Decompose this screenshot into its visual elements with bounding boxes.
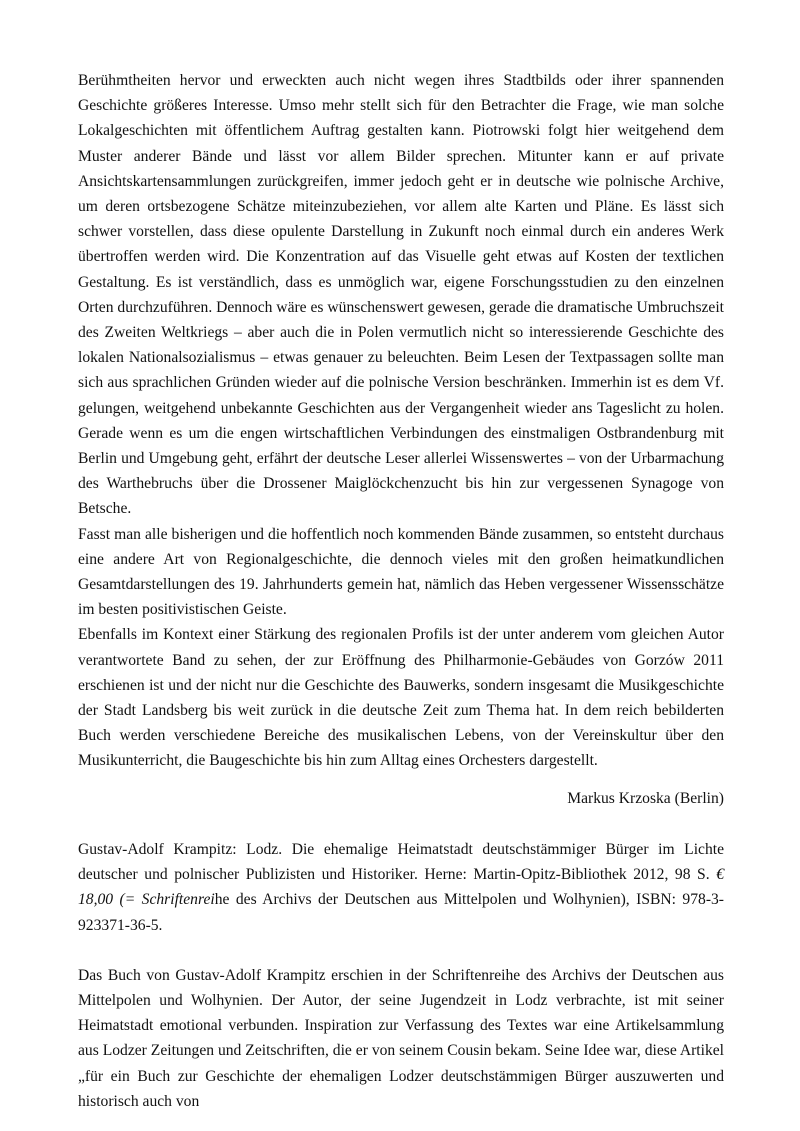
reviewer-signature: Markus Krzoska (Berlin) [567, 789, 724, 807]
review-2-paragraph-1: Das Buch von Gustav-Adolf Krampitz erschien in der Schriftenreihe des Archivs der Deutschen aus Mittelpolen und Wolhynien. Der Autor, der seine Jugendzeit in Lodz verbrachte, ist mit seiner Heimatstadt emotional verbunden. Inspiration zur Verfassung des Textes war eine Artikelsammlung aus Lodzer Zeitungen und Zeitschriften, die er von seinem Cousin bekam. Seine Idee war, diese Artikel „für ein Buch zur Geschichte der ehemaligen Lodzer deutschstämmigen Bürger auszuwerten und historisch auch von [78, 966, 724, 1110]
citation-series-text: he des Archivs der Deutschen aus Mittelpolen und Wolhynien), ISBN: 978-3-923371-36-5. [78, 891, 725, 934]
citation-text: Gustav-Adolf Krampitz: Lodz. Die ehemalige Heimatstadt deutschstämmiger Bürger im Lichte deutscher und polnischer Publizisten und Historiker. Herne: Martin-Opitz-Bibliothek 2012, 98 S. [78, 840, 724, 884]
section-spacer [78, 811, 724, 837]
review-paragraph-2: Fasst man alle bisherigen und die hoffentlich noch kommenden Bände zusammen, so entsteht durchaus eine andere Art von Regionalgeschichte, die dennoch vieles mit den großen heimatkundlichen Gesamtdarstellungen des 19. Jahrhunderts gemein hat, nämlich das Heben vergessener Wissensschätze im besten positivistischen Geiste. [78, 525, 724, 619]
review-paragraph-3: Ebenfalls im Kontext einer Stärkung des regionalen Profils ist der unter anderem vom gleichen Autor verantwortete Band zu sehen, der zur Eröffnung des Philharmonie-Gebäudes von Gorzów 2011 erschienen ist und der nicht nur die Geschichte des Bauwerks, sondern insgesamt die Musikgeschichte der Stadt Landsberg bis weit zurück in die deutsche Zeit zum Thema hat. In dem reich bebilderten Buch werden verschiedene Bereiche des musikalischen Lebens, von der Vereinskultur über den Musikunterricht, die Baugeschichte bis hin zum Alltag eines Orchesters dargestellt. [78, 626, 724, 770]
document-page [78, 68, 724, 1114]
book-citation [78, 837, 724, 938]
review-paragraph-1: Berühmtheiten hervor und erweckten auch nicht wegen ihres Stadtbilds oder ihrer spannenden Geschichte größeres Interesse. Umso mehr stellt sich für den Betrachter die Frage, wie man solche Lokalgeschichten mit öffentlichem Auftrag gestalten kann. Piotrowski folgt hier weitgehend dem Muster anderer Bände und lässt vor allem Bilder sprechen. Mitunter kann er auf private Ansichtskartensammlungen zurückgreifen, immer jedoch geht er in deutsche wie polnische Archive, um deren ortsbezogene Schätze miteinzubeziehen, vor allem alte Karten und Pläne. Es lässt sich schwer vorstellen, dass diese opulente Darstellung in Zukunft noch einmal durch ein anderes Werk übertroffen werden wird. Die Konzentration auf das Visuelle geht etwas auf Kosten der textlichen Gestaltung. Es ist verständlich, dass es unmöglich war, eigene Forschungsstudien zu den einzelnen Orten durchzuführen. Dennoch wäre es wünschenswert gewesen, gerade die dramatische Umbruchszeit des Zweiten Weltkriegs – aber auch die in Polen vermutlich nicht so interessierende Geschichte des lokalen Nationalsozialismus – etwas genauer zu beleuchten. Beim Lesen der Textpassagen sollte man sich aus sprachlichen Gründen wieder auf die polnische Version beschränken. Immerhin ist es dem Vf. gelungen, weitgehend unbekannte Geschichten aus der Vergangenheit wieder ans Tageslicht zu holen. Gerade wenn es um die engen wirtschaftlichen Verbindungen des einstmaligen Ostbrandenburg mit Berlin und Umgebung geht, erfährt der deutsche Leser allerlei Wissenswertes – von der Urbarmachung des Warthebruchs über die Drossener Maiglöckchenzucht bis hin zur vergessenen Synagoge von Betsche. [78, 72, 725, 518]
citation-price-italic: € 18,00 (= Schriftenrei [78, 866, 724, 909]
section-spacer [78, 938, 724, 963]
